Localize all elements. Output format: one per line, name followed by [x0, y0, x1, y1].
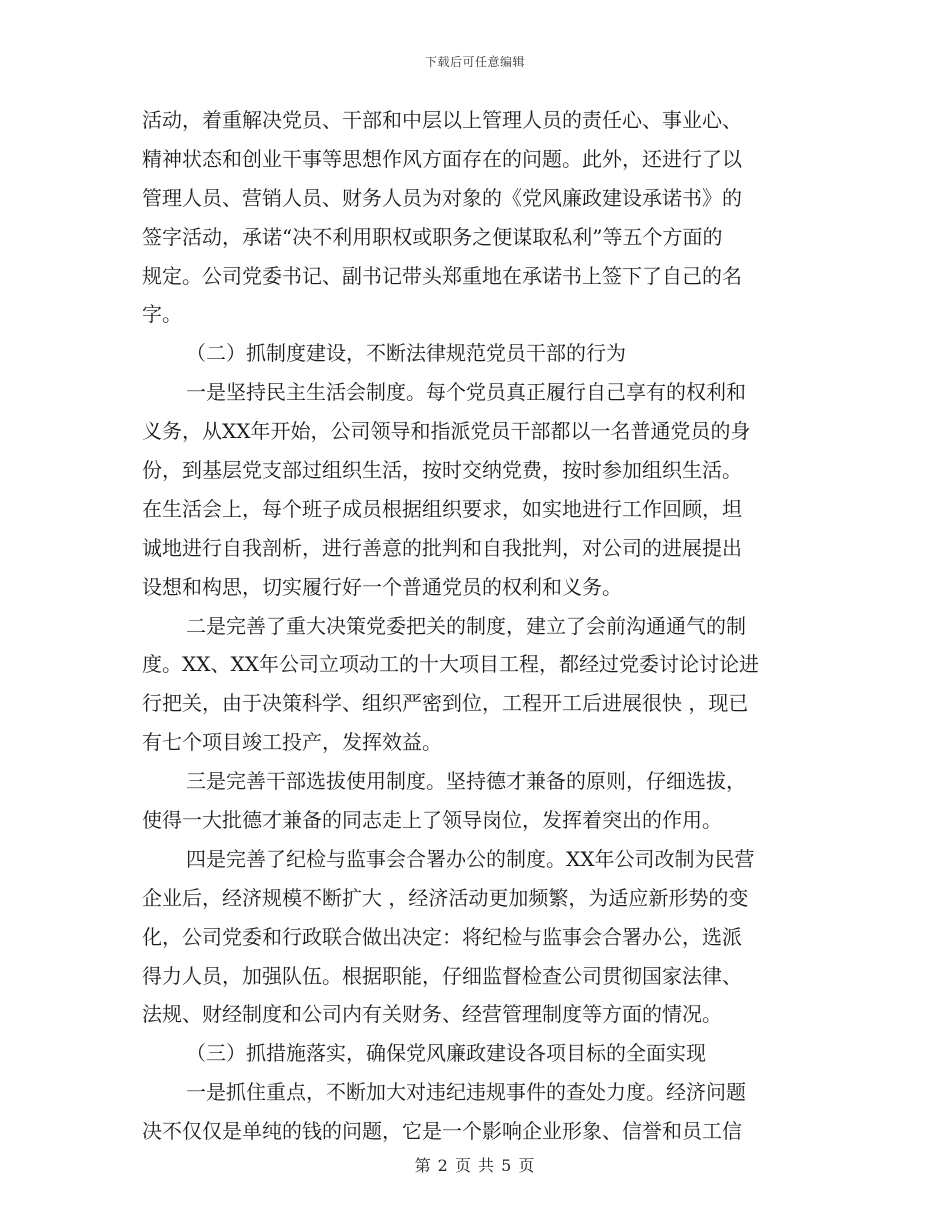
- text-line: 规定。公司党委书记、副书记带头郑重地在承诺书上签下了自己的名: [142, 263, 742, 288]
- text-line: 份，到基层党支部过组织生活，按时交纳党费，按时参加组织生活。: [142, 458, 742, 483]
- text-line: 化，公司党委和行政联合做出决定：将纪检与监事会合署办公，选派: [142, 924, 742, 949]
- text-line: 诚地进行自我剖析，进行善意的批判和自我批判，对公司的进展提出: [142, 535, 742, 560]
- text-line: 使得一大批德才兼备的同志走上了领导岗位，发挥着突出的作用。: [142, 808, 722, 833]
- text-line: 得力人员，加强队伍。根据职能，仔细监督检查公司贯彻国家法律、: [142, 963, 742, 988]
- section-heading: （二）抓制度建设，不断法律规范党员干部的行为: [186, 341, 626, 366]
- text-line: 法规、财经制度和公司内有关财务、经营管理制度等方面的情况。: [142, 1002, 722, 1027]
- page-number: 第 2 页 共 5 页: [414, 1156, 536, 1175]
- document-body: [142, 101, 808, 1151]
- text-line: 活动，着重解决党员、干部和中层以上管理人员的责任心、事业心、: [142, 108, 742, 132]
- text-line: 设想和构思，切实履行好一个普通党员的权利和义务。: [142, 574, 622, 599]
- text-line: 字。: [142, 302, 182, 327]
- text-line: 企业后，经济规模不断扩大 ，经济活动更加频繁，为适应新形势的变: [142, 885, 749, 910]
- text-line: 度。XX、XX年公司立项动工的十大项目工程，都经过党委讨论讨论进: [142, 652, 759, 677]
- text-line: 四是完善了纪检与监事会合署办公的制度。XX年公司改制为民营: [186, 846, 755, 871]
- text-line: 在生活会上，每个班子成员根据组织要求，如实地进行工作回顾，坦: [142, 496, 742, 521]
- text-line: 签字活动，承诺“决不利用职权或职务之便谋取私利”等五个方面的: [142, 224, 723, 249]
- section-heading: （三）抓措施落实，确保党风廉政建设各项目标的全面实现: [186, 1041, 706, 1066]
- text-line: 有七个项目竣工投产，发挥效益。: [142, 730, 442, 755]
- text-line: 义务，从XX年开始，公司领导和指派党员干部都以一名普通党员的身: [142, 419, 751, 444]
- text-line: 精神状态和创业干事等思想作风方面存在的问题。此外，还进行了以: [142, 146, 742, 171]
- page-header: 下载后可任意编辑: [424, 55, 525, 69]
- text-line: 管理人员、营销人员、财务人员为对象的《党风廉政建设承诺书》的: [142, 185, 742, 210]
- text-line: 一是抓住重点，不断加大对违纪违规事件的查处力度。经济问题: [186, 1080, 746, 1105]
- text-line: 二是完善了重大决策党委把关的制度，建立了会前沟通通气的制: [186, 613, 746, 638]
- text-line: 决不仅仅是单纯的钱的问题，它是一个影响企业形象、信誉和员工信: [142, 1119, 742, 1144]
- text-line: 一是坚持民主生活会制度。每个党员真正履行自己享有的权利和: [186, 380, 746, 405]
- text-line: 三是完善干部选拔使用制度。坚持德才兼备的原则，仔细选拔，: [186, 769, 746, 794]
- text-line: 行把关，由于决策科学、组织严密到位，工程开工后进展很快 ，现已: [142, 691, 749, 716]
